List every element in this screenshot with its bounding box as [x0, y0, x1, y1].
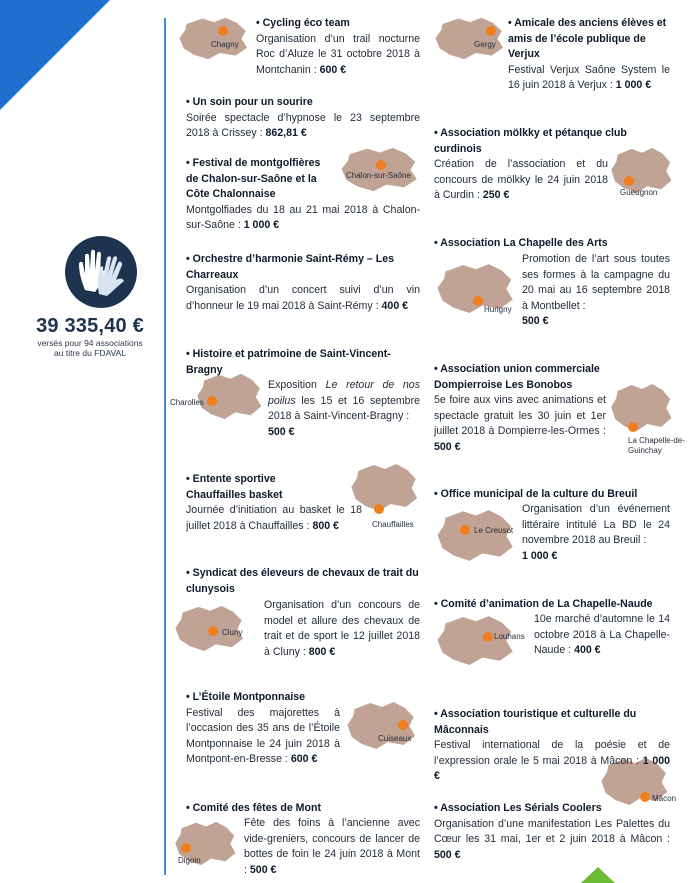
- association-entry-body: Exposition Le retour de nos poilus les 15 et 16 septembre 2018 à Saint-Vincent-Bragny : 500 €: [268, 378, 420, 440]
- entry-title: • Un soin pour un sourire: [186, 95, 420, 111]
- city-label: Louhans: [494, 632, 525, 641]
- city-label: Digoin: [178, 856, 201, 865]
- association-entry: [434, 801, 670, 863]
- city-label: Chagny: [211, 40, 239, 49]
- entry-amount: 500 €: [434, 440, 461, 453]
- entry-title: • Entente sportive Chauffailles basket: [186, 472, 336, 503]
- entry-title: • Association Les Sérials Coolers: [434, 801, 670, 817]
- entry-description: Organisation d’un trail nocturne Roc d’Aluze le 31 octobre 2018 à Montchanin :: [256, 32, 420, 76]
- entry-title: • Histoire et patrimoine de Saint-Vincent-Bragny: [186, 347, 420, 378]
- entry-description: Soirée spectacle d’hypnose le 23 septembre 2018 à Crissey :: [186, 111, 420, 139]
- entry-title: • Orchestre d’harmonie Saint-Rémy – Les Charreaux: [186, 252, 420, 283]
- entry-description: 5e foire aux vins avec animations et spectacle gratuit les 30 juin et 1er juillet 2018 à Dompierre-les-Ormes :: [434, 394, 606, 437]
- entry-amount: 1 000 €: [615, 79, 652, 91]
- location-dot: [473, 296, 483, 306]
- association-entry: [434, 707, 670, 785]
- corner-decoration-green: [581, 867, 615, 883]
- total-caption: versés pour 94 associations au titre du FDAVAL: [37, 338, 143, 358]
- entry-description: Organisation d’un concours de model et allure des chevaux de trait et de sport le 12 juillet 2018 à Cluny :: [264, 599, 420, 658]
- entry-title: • Syndicat des éleveurs de chevaux de trait du clunysois: [186, 566, 420, 597]
- city-label: La Chapelle-de-Guinchay: [628, 436, 685, 455]
- entry-title: • Festival de montgolfières de Chalon-sur-Saône et la Côte Chalonnaise: [186, 156, 334, 203]
- map-icon: [436, 508, 516, 562]
- entry-description: Organisation d’un événement littéraire intitulé La BD le 24 novembre 2018 au Breuil :: [522, 503, 670, 546]
- entry-title: • Comité des fêtes de Mont: [186, 801, 420, 817]
- entry-amount: 862,81 €: [265, 127, 307, 139]
- city-label: Hurigny: [484, 305, 512, 314]
- entry-description: Festival international de la poésie et de l’expression orale le 5 mai 2018 à Mâcon :: [434, 739, 670, 767]
- association-entry-body: [534, 612, 670, 659]
- entry-amount: 400 €: [381, 299, 409, 312]
- entry-description: Création de l’association et du concours de mölkky le 24 juin 2018 à Curdin :: [434, 158, 608, 201]
- association-entry: [434, 236, 670, 252]
- entry-title: • Cycling éco team: [256, 16, 420, 32]
- corner-decoration: [0, 0, 110, 110]
- entry-title: • Comité d’animation de La Chapelle-Naude: [434, 597, 670, 613]
- entry-description: 10e marché d’automne le 14 octobre 2018 à La Chapelle-Naude :: [534, 613, 670, 656]
- entry-amount: 800 €: [308, 645, 336, 658]
- entry-description: Journée d’initiation au basket le 18 juillet 2018 à Chauffailles :: [186, 504, 362, 532]
- location-dot: [218, 26, 228, 36]
- city-label: Le Creusot: [474, 526, 514, 535]
- location-dot: [181, 843, 191, 853]
- entry-amount: 250 €: [482, 189, 510, 201]
- city-label: Charolles: [170, 398, 204, 407]
- association-entry: [186, 156, 420, 234]
- entry-amount: 1 000 €: [522, 549, 558, 562]
- location-dot: [483, 632, 493, 642]
- entry-title: • L’Étoile Montponnaise: [186, 690, 420, 706]
- column-divider: [164, 18, 166, 875]
- entry-title: • Association touristique et culturelle du Mâconnais: [434, 707, 670, 738]
- location-dot: [207, 396, 217, 406]
- entry-title: • Association union commerciale Dompierroise Les Bonobos: [434, 362, 670, 393]
- association-entry: [186, 252, 420, 314]
- city-label: Gergy: [474, 40, 496, 49]
- association-entry: [434, 126, 670, 204]
- entry-title: • Amicale des anciens élèves et amis de l’école publique de Verjux: [508, 16, 670, 63]
- entry-description: Festival Verjux Saône System le 16 juin 2018 à Verjux :: [508, 63, 670, 91]
- entry-amount: 600 €: [290, 753, 318, 765]
- city-label: Cluny: [222, 628, 243, 637]
- entry-amount: 800 €: [312, 519, 339, 532]
- entry-title: • Office municipal de la culture du Breuil: [434, 487, 670, 503]
- entry-description: Organisation d’une manifestation Les Palettes du Cœur les 31 mai, 1er et 2 juin 2018 à Mâcon :: [434, 817, 670, 845]
- association-entry: [186, 472, 420, 534]
- map-icon: [196, 372, 264, 420]
- city-label: Chalon-sur-Saône: [346, 171, 411, 180]
- entry-amount: 500 €: [522, 315, 549, 327]
- entry-description: Fête des foins à l’ancienne avec vide-greniers, concours de lancer de bottes de foin le 24 juin 2018 à Mont :: [244, 817, 420, 876]
- city-label: Cuiseaux: [378, 734, 412, 743]
- association-entry: [186, 566, 420, 597]
- entry-amount: 500 €: [268, 425, 295, 438]
- association-entry: [186, 690, 420, 768]
- association-entry: [434, 362, 670, 455]
- entry-description: Organisation d’un concert suivi d’un vin d’honneur le 19 mai 2018 à Saint-Rémy :: [186, 284, 420, 312]
- association-entry: [186, 347, 420, 378]
- city-label: Gueugnon: [620, 188, 658, 197]
- association-entry-body: [522, 502, 670, 564]
- association-entry: [434, 597, 670, 613]
- association-entry-body: [522, 252, 670, 330]
- city-label: Mâcon: [652, 794, 677, 803]
- entry-amount: 600 €: [319, 63, 347, 76]
- entry-amount: 1 000 €: [434, 754, 671, 782]
- entry-description: Festival des majorettes à l’occasion des 35 ans de l’Étoile Montponnaise le 24 juin 2018 à Montpont-en-Bresse :: [186, 706, 340, 765]
- association-entry: [186, 95, 420, 142]
- entry-amount: 1 000 €: [243, 219, 280, 231]
- location-dot: [460, 525, 470, 535]
- association-entry-body: [264, 598, 420, 660]
- entry-title: • Association mölkky et pétanque club curdinois: [434, 126, 670, 157]
- city-label: Chauffailles: [372, 520, 414, 529]
- association-entry: [186, 801, 420, 817]
- location-dot: [208, 626, 218, 636]
- hands-logo: [65, 236, 137, 308]
- entry-amount: 500 €: [434, 848, 461, 861]
- entry-amount: 500 €: [249, 863, 277, 876]
- entry-description: Promotion de l’art sous toutes ses formes à la campagne du 20 mai au 16 septembre 2018 à Montbellet :: [522, 253, 670, 312]
- association-entry: [434, 16, 670, 94]
- entry-description: les 15 et 16 septembre 2018 à Saint-Vincent-Bragny :: [268, 394, 420, 422]
- map-icon: [178, 16, 250, 60]
- entry-description: Montgolfiades du 18 au 21 mai 2018 à Chalon-sur-Saône :: [186, 203, 420, 231]
- association-entry: [434, 487, 670, 503]
- association-entry: [256, 16, 420, 78]
- total-amount: 39 335,40 €: [36, 315, 144, 337]
- association-entry-body: [244, 816, 420, 878]
- entry-amount: 400 €: [574, 644, 601, 656]
- entry-title: • Association La Chapelle des Arts: [434, 236, 670, 252]
